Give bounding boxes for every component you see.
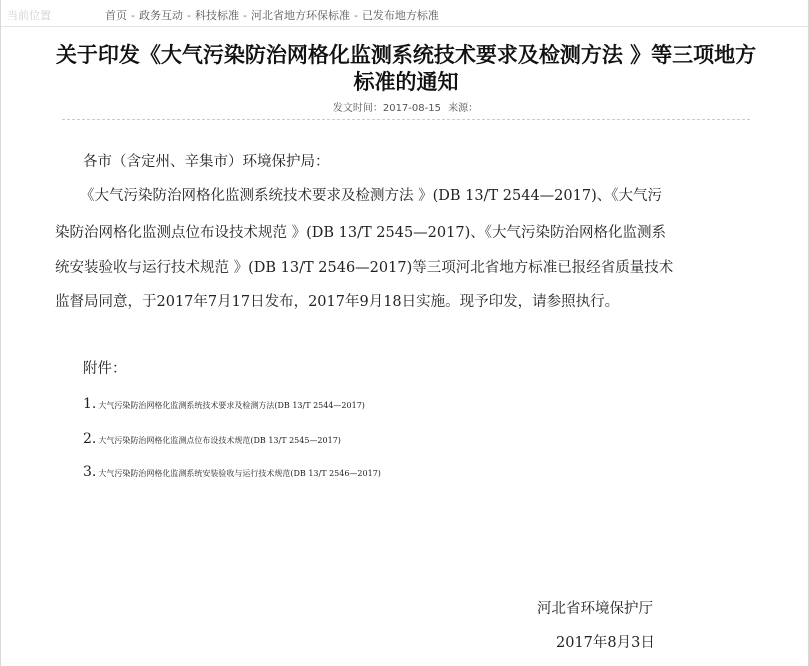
breadcrumb-bar	[1, 0, 808, 27]
breadcrumb-separator: -	[353, 9, 358, 22]
source-label: 来源：	[448, 103, 479, 114]
attachment-item[interactable]	[83, 393, 365, 412]
attachment-title[interactable]: 大气污染防治网格化监测系统技术要求及检测方法(DB 13/T 2544—2017)	[98, 401, 365, 410]
breadcrumb-separator: -	[186, 9, 191, 22]
body-line-3: 统安装验收与运行技术规范 》(DB 13/T 2546—2017)等三项河北省地方标准已报经省质量技术	[55, 260, 674, 276]
attachment-number: 3.	[83, 464, 97, 480]
breadcrumb-published-standards-link[interactable]: 已发布地方标准	[361, 9, 439, 22]
breadcrumb-tech-standards-link[interactable]: 科技标准	[194, 9, 239, 22]
attachment-number: 1.	[83, 396, 97, 412]
attachment-item[interactable]	[83, 428, 341, 447]
attachment-title[interactable]: 大气污染防治网格化监测点位布设技术规范(DB 13/T 2545—2017)	[98, 436, 341, 445]
location-label: 当前位置	[7, 9, 51, 22]
body-line-1: 《大气污染防治网格化监测系统技术要求及检测方法 》(DB 13/T 2544—2017)、《大气污	[80, 188, 662, 204]
attachment-item[interactable]	[83, 461, 381, 480]
publish-date: 发文时间：2017-08-15	[332, 103, 441, 114]
attachment-number: 2.	[83, 431, 97, 447]
body-line-2: 染防治网格化监测点位布设技术规范 》(DB 13/T 2545—2017)、《大气污染防治网格化监测系	[55, 225, 666, 241]
breadcrumb-separator: -	[242, 9, 247, 22]
title-line-2: 标准的通知	[353, 70, 459, 94]
breadcrumb-home-link[interactable]: 首页	[105, 9, 127, 22]
divider	[62, 119, 750, 120]
attachment-title[interactable]: 大气污染防治网格化监测系统安装验收与运行技术规范(DB 13/T 2546—2017)	[98, 469, 381, 478]
salutation: 各市（含定州、辛集市）环境保护局：	[83, 154, 330, 170]
attachments-label: 附件：	[83, 361, 127, 377]
signature-date: 2017年8月3日	[556, 635, 655, 651]
breadcrumb-hebei-standards-link[interactable]: 河北省地方环保标准	[250, 9, 350, 22]
body-line-4: 监督局同意，于2017年7月17日发布，2017年9月18日实施。现予印发，请参照执行。	[55, 294, 620, 310]
title-line-1: 关于印发《大气污染防治网格化监测系统技术要求及检测方法 》等三项地方	[55, 43, 757, 67]
article-meta	[1, 99, 809, 114]
breadcrumb-separator: -	[131, 9, 135, 22]
breadcrumb-gov-interaction-link[interactable]: 政务互动	[138, 9, 183, 22]
breadcrumb	[105, 7, 439, 23]
page-title	[41, 42, 771, 96]
signature-org: 河北省环境保护厅	[537, 601, 653, 617]
